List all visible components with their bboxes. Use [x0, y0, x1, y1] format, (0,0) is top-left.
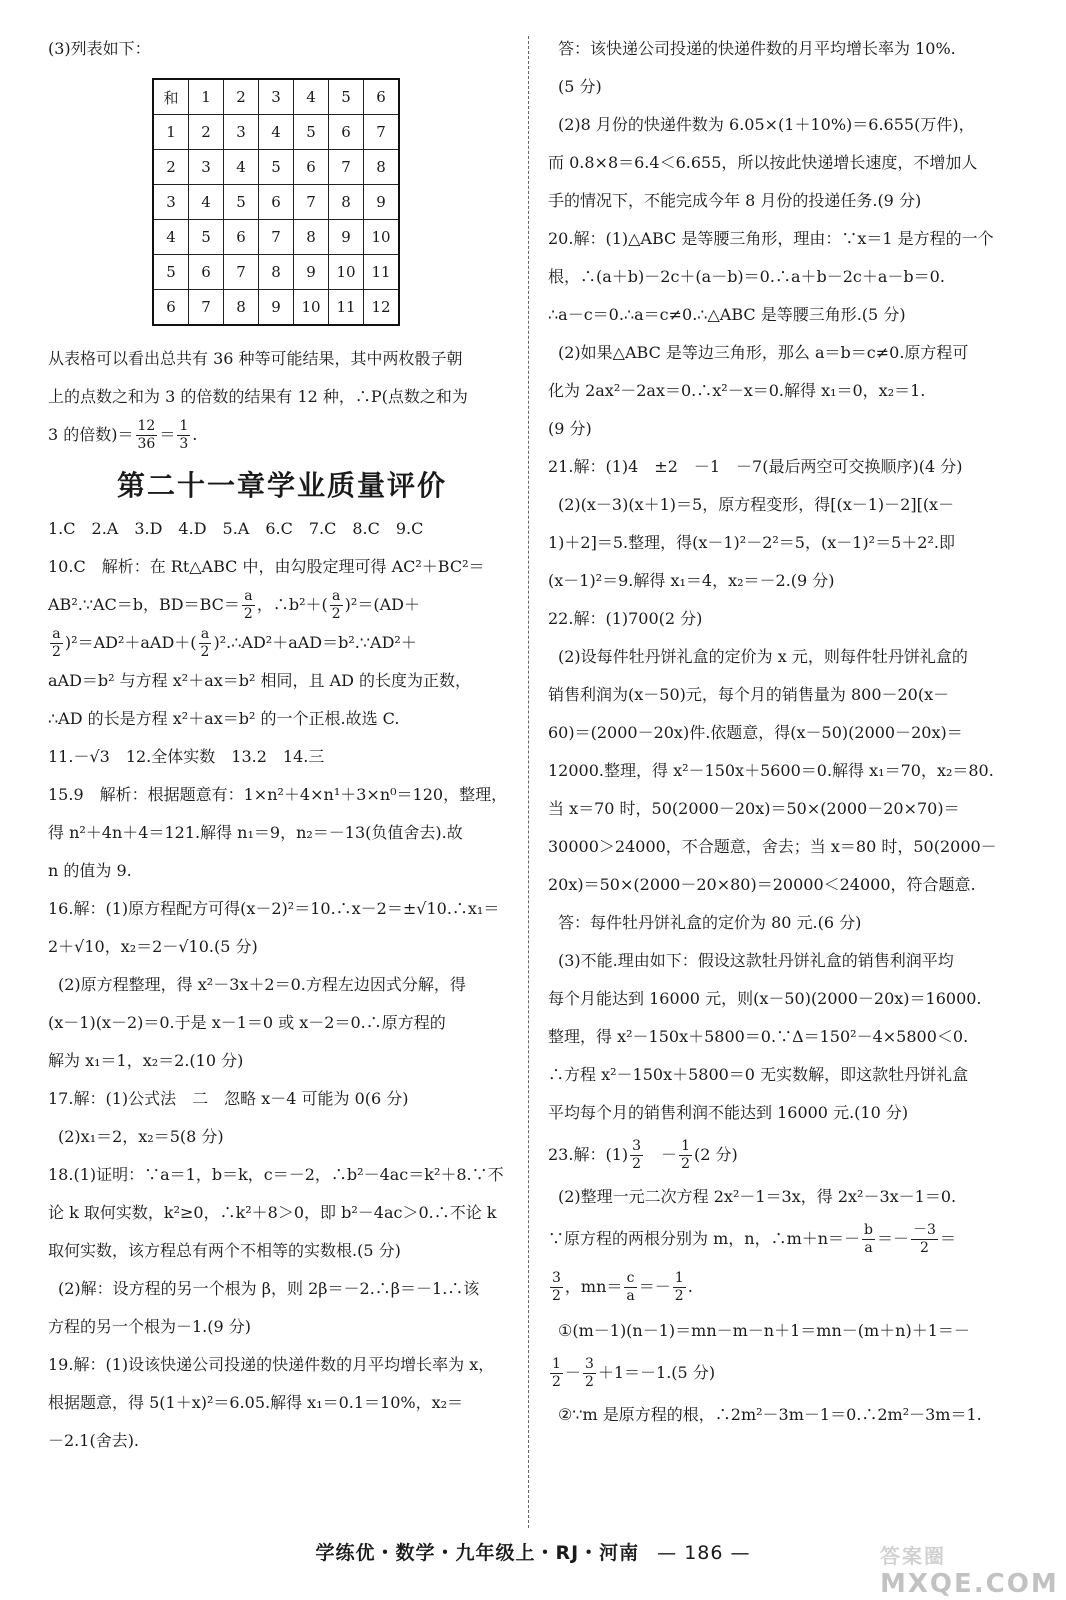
q20-line: ∴a－c＝0.∴a＝c≠0.∴△ABC 是等腰三角形.(5 分)	[548, 305, 906, 324]
q22-line: 30000＞24000，不合题意，舍去；当 x＝80 时，50(2000－	[548, 837, 997, 856]
table-cell: 11	[364, 255, 400, 290]
q16-line: 解为 x₁＝1，x₂＝2.(10 分)	[48, 1051, 244, 1070]
fraction: $\frac{12}{36}$	[137, 418, 156, 452]
q16-line: 16.解：(1)原方程配方可得(x－2)²＝10.∴x－2＝±√10.∴x₁＝	[48, 899, 500, 918]
table-cell: 2	[189, 115, 224, 150]
q20-line: (9 分)	[548, 419, 592, 438]
table-cell: 2	[153, 150, 189, 185]
q19-score: (5 分)	[558, 77, 602, 96]
q15-line: 15.9 解析：根据题意有：1×n²＋4×n¹＋3×n⁰＝120，整理，	[48, 785, 508, 804]
table-cell: 1	[153, 115, 189, 150]
q18-line: (2)解：设方程的另一个根为 β，则 2β＝－2.∴β＝－1.∴该	[58, 1279, 480, 1298]
table-cell: 5	[224, 185, 259, 220]
q23-line: ②∵m 是原方程的根，∴2m²－3m－1＝0.∴2m²－3m＝1.	[558, 1405, 982, 1424]
watermark-url: MXQE.COM	[880, 1569, 1059, 1599]
table-cell: 6	[329, 115, 364, 150]
table-cell: 6	[364, 79, 400, 115]
q18-line: 18.(1)证明：∵a＝1，b＝k，c＝－2，∴b²－4ac＝k²＋8.∵不	[48, 1165, 504, 1184]
q22-line: 60)＝(2000－20x)件.依题意，得(x－50)(2000－20x)＝	[548, 723, 963, 742]
watermark-top: 答案圈	[880, 1544, 946, 1568]
table-row	[153, 255, 399, 290]
table-cell: 10	[329, 255, 364, 290]
q10-line: ∴AD 的长是方程 x²＋ax＝b² 的一个正根.故选 C.	[48, 709, 400, 728]
table-cell: 8	[224, 290, 259, 326]
q23-line: 23.解：(1) $\frac{3}{2}$ － $\frac{1}{2}$ (2 分)	[548, 1138, 738, 1172]
q18-line: 论 k 取何实数，k²≥0，∴k²＋8＞0，即 b²－4ac＞0.∴不论 k	[48, 1203, 497, 1222]
q22-line: ∴方程 x²－150x＋5800＝0 无实数解，即这款牡丹饼礼盒	[548, 1065, 969, 1084]
table-row	[153, 150, 399, 185]
watermark-logo	[880, 1540, 1059, 1599]
q22-line: 当 x＝70 时，50(2000－20x)＝50×(2000－20×70)＝	[548, 799, 960, 818]
table-cell: 3	[224, 115, 259, 150]
q21-line: 21.解：(1)4 ±2 －1 －7(最后两空可交换顺序)(4 分)	[548, 457, 963, 476]
q23-line: $\frac{3}{2}$ ，mn＝ $\frac{c}{a}$ ＝－ $\frac{1}{2}$ .	[552, 1270, 693, 1304]
table-cell: 5	[329, 79, 364, 115]
q19-line: 而 0.8×8＝6.4＜6.655，所以按此快递增长速度，不增加人	[548, 153, 978, 172]
table-intro: (3)列表如下：	[48, 39, 151, 58]
table-cell: 10	[294, 290, 329, 326]
q18-line: 方程的另一个根为－1.(9 分)	[48, 1317, 252, 1336]
q15-line: 得 n²＋4n＋4＝121.解得 n₁＝9，n₂＝－13(负值舍去).故	[48, 823, 463, 842]
table-cell: 9	[294, 255, 329, 290]
table-cell: 6	[153, 290, 189, 326]
table-cell: 6	[189, 255, 224, 290]
q20-line: 根，∴(a＋b)－2c＋(a－b)＝0.∴a＋b－2c＋a－b＝0.	[548, 267, 945, 286]
table-row	[153, 115, 399, 150]
q11-14-answers: 11.－√3 12.全体实数 13.2 14.三	[48, 747, 325, 766]
q17-line: (2)x₁＝2，x₂＝5(8 分)	[58, 1127, 224, 1146]
q15-line: n 的值为 9.	[48, 861, 132, 880]
page-number: — 186 —	[657, 1542, 751, 1564]
q19-line: －2.1(舍去).	[48, 1431, 140, 1450]
table-cell: 7	[329, 150, 364, 185]
table-cell: 4	[189, 185, 224, 220]
left-column	[48, 30, 516, 1460]
q19-line: 根据题意，得 5(1＋x)²＝6.05.解得 x₁＝0.1＝10%，x₂＝	[48, 1393, 464, 1412]
table-cell: 5	[259, 150, 294, 185]
q16-line: (2)原方程整理，得 x²－3x＋2＝0.方程左边因式分解，得	[58, 975, 466, 994]
q23-line: ①(m－1)(n－1)＝mn－m－n＋1＝mn－(m＋n)＋1＝－	[558, 1321, 970, 1340]
table-cell: 7	[364, 115, 400, 150]
q19-answer: 答：该快递公司投递的快递件数的月平均增长率为 10%.	[558, 39, 956, 58]
q18-line: 取何实数，该方程总有两个不相等的实数根.(5 分)	[48, 1241, 401, 1260]
table-cell: 7	[224, 255, 259, 290]
q10-line: aAD＝b² 与方程 x²＋ax＝b² 相同，且 AD 的长度为正数，	[48, 671, 472, 690]
table-row	[153, 220, 399, 255]
table-cell: 4	[153, 220, 189, 255]
table-cell: 和	[153, 79, 189, 115]
q22-line: 销售利润为(x－50)元，每个月的销售量为 800－20(x－	[548, 685, 950, 704]
mc-answers: 1.C 2.A 3.D 4.D 5.A 6.C 7.C 8.C 9.C	[48, 519, 424, 538]
chapter-title: 第二十一章学业质量评价	[116, 469, 447, 502]
table-cell: 8	[364, 150, 400, 185]
q21-line: (x－1)²＝9.解得 x₁＝4，x₂＝－2.(9 分)	[548, 571, 835, 590]
q16-line: (x－1)(x－2)＝0.于是 x－1＝0 或 x－2＝0.∴原方程的	[48, 1013, 446, 1032]
q23-line: $\frac{1}{2}$ － $\frac{3}{2}$ ＋1＝－1.(5 分)	[552, 1356, 716, 1390]
table-cell: 7	[294, 185, 329, 220]
table-cell: 2	[224, 79, 259, 115]
q19-line: 19.解：(1)设该快递公司投递的快递件数的月平均增长率为 x，	[48, 1355, 495, 1374]
dice-sum-table	[152, 78, 400, 326]
q17-line: 17.解：(1)公式法 二 忽略 x－4 可能为 0(6 分)	[48, 1089, 409, 1108]
table-cell: 9	[259, 290, 294, 326]
q21-line: 1)＋2]＝5.整理，得(x－1)²－2²＝5，(x－1)²＝5＋2².即	[548, 533, 955, 552]
q20-line: 20.解：(1)△ABC 是等腰三角形，理由：∵x＝1 是方程的一个	[548, 229, 994, 248]
table-row	[153, 185, 399, 220]
table-cell: 7	[259, 220, 294, 255]
table-cell: 9	[364, 185, 400, 220]
q22-line: 每个月能达到 16000 元，则(x－50)(2000－20x)＝16000.	[548, 989, 982, 1008]
q22-line: 答：每件牡丹饼礼盒的定价为 80 元.(6 分)	[558, 913, 862, 932]
q22-line: 平均每个月的销售利润不能达到 16000 元.(10 分)	[548, 1103, 909, 1122]
table-cell: 5	[153, 255, 189, 290]
table-cell: 8	[294, 220, 329, 255]
table-row	[153, 290, 399, 326]
table-cell: 11	[329, 290, 364, 326]
q22-line: (2)设每件牡丹饼礼盒的定价为 x 元，则每件牡丹饼礼盒的	[558, 647, 968, 666]
table-cell: 3	[189, 150, 224, 185]
table-cell: 6	[294, 150, 329, 185]
q19-line: 手的情况下，不能完成今年 8 月份的投递任务.(9 分)	[548, 191, 922, 210]
table-cell: 8	[259, 255, 294, 290]
text-line: 上的点数之和为 3 的倍数的结果有 12 种，∴P(点数之和为	[48, 387, 468, 406]
q19-line: (2)8 月份的快递件数为 6.05×(1＋10%)＝6.655(万件)，	[558, 115, 975, 134]
table-cell: 4	[224, 150, 259, 185]
table-header-row	[153, 79, 399, 115]
q22-line: 20x)＝50×(2000－20×80)＝20000＜24000，符合题意.	[548, 875, 976, 894]
fraction: $\frac{1}{3}$	[179, 418, 189, 452]
table-cell: 4	[294, 79, 329, 115]
q10-line: 10.C 解析：在 Rt△ABC 中，由勾股定理可得 AC²＋BC²＝	[48, 557, 485, 576]
table-cell: 6	[224, 220, 259, 255]
text-line: 从表格可以看出总共有 36 种等可能结果，其中两枚骰子朝	[48, 349, 463, 368]
table-cell: 3	[153, 185, 189, 220]
text-line: 3 的倍数)＝ $\frac{12}{36}$ ＝ $\frac{1}{3}$ .	[48, 418, 198, 452]
q10-line: $\frac{a}{2}$ )²＝AD²＋aAD＋( $\frac{a}{2}$ )².∴AD²＋aAD＝b².∵AD²＋	[52, 626, 417, 660]
q22-line: 整理，得 x²－150x＋5800＝0.∵Δ＝150²－4×5800＜0.	[548, 1027, 969, 1046]
table-cell: 1	[189, 79, 224, 115]
table-cell: 12	[364, 290, 400, 326]
table-cell: 6	[259, 185, 294, 220]
q20-line: (2)如果△ABC 是等边三角形，那么 a＝b＝c≠0.原方程可	[558, 343, 969, 362]
q10-line: AB².∵AC＝b，BD＝BC＝ $\frac{a}{2}$ ，∴b²＋( $\frac{a}{2}$ )²＝(AD＋	[48, 588, 420, 622]
right-column	[548, 30, 1036, 1434]
q23-line: (2)整理一元二次方程 2x²－1＝3x，得 2x²－3x－1＝0.	[558, 1187, 957, 1206]
q20-line: 化为 2ax²－2ax＝0.∴x²－x＝0.解得 x₁＝0，x₂＝1.	[548, 381, 926, 400]
q22-line: 22.解：(1)700(2 分)	[548, 609, 703, 628]
table-cell: 10	[364, 220, 400, 255]
table-cell: 5	[189, 220, 224, 255]
q22-line: (3)不能.理由如下：假设这款牡丹饼礼盒的销售利润平均	[558, 951, 954, 970]
table-cell: 5	[294, 115, 329, 150]
q21-line: (2)(x－3)(x＋1)＝5，原方程变形，得[(x－1)－2][(x－	[558, 495, 955, 514]
table-cell: 4	[259, 115, 294, 150]
table-cell: 8	[329, 185, 364, 220]
table-cell: 7	[189, 290, 224, 326]
q23-line: ∵原方程的两根分别为 m，n，∴m＋n＝－ $\frac{b}{a}$ ＝－ $\frac{-3}{2}$ ＝	[548, 1222, 956, 1256]
column-divider	[528, 36, 529, 1528]
table-cell: 3	[259, 79, 294, 115]
footer-title: 学练优・数学・九年级上・RJ・河南	[315, 1542, 640, 1564]
q16-line: 2＋√10，x₂＝2－√10.(5 分)	[48, 937, 258, 956]
q22-line: 12000.整理，得 x²－150x＋5600＝0.解得 x₁＝70，x₂＝80.	[548, 761, 994, 780]
table-cell: 9	[329, 220, 364, 255]
